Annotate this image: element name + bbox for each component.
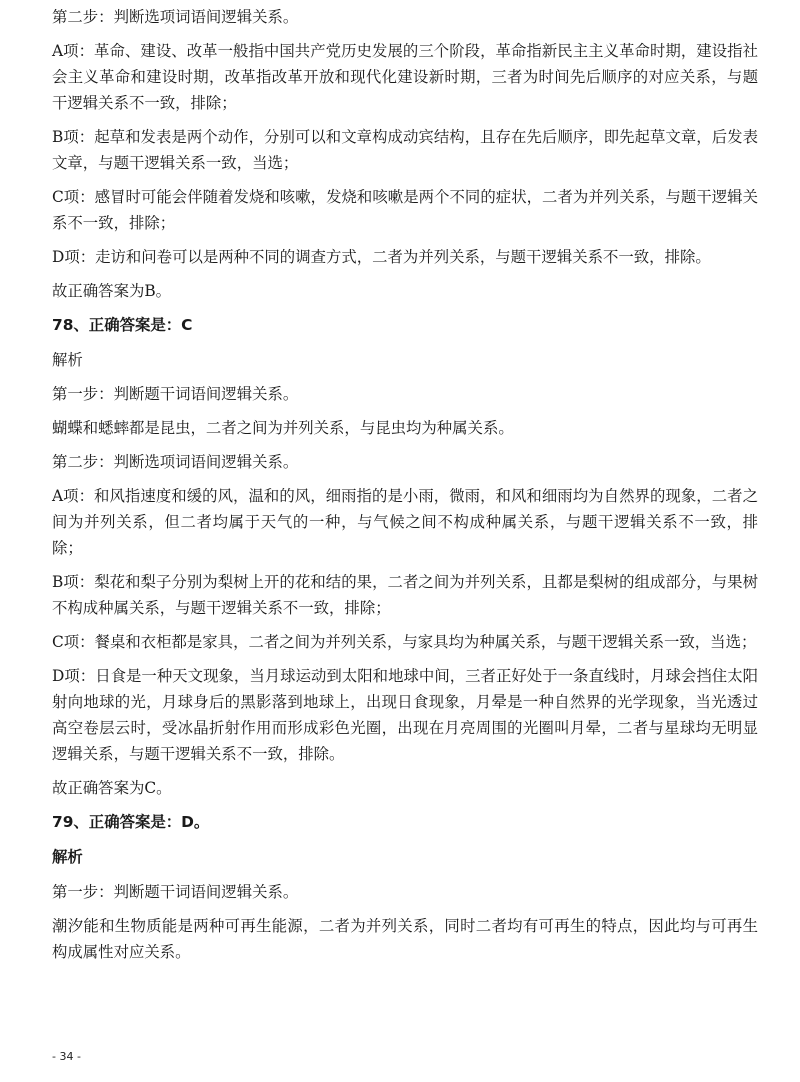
paragraph: D项：走访和问卷可以是两种不同的调查方式，二者为并列关系，与题干逻辑关系不一致，排除。 [52,248,711,266]
paragraph: B项：起草和发表是两个动作，分别可以和文章构成动宾结构，且存在先后顺序，即先起草文章，后发表文章，与题干逻辑关系一致，当选； [52,128,758,172]
document-page [52,4,758,973]
answer-heading: 78、正确答案是：C [52,316,193,334]
answer-heading: 79、正确答案是：D。 [52,813,210,831]
paragraph: 潮汐能和生物质能是两种可再生能源，二者为并列关系，同时二者均有可再生的特点，因此均与可再生构成属性对应关系。 [52,917,758,961]
paragraph: 第二步：判断选项词语间逻辑关系。 [52,453,299,471]
paragraph: A项：革命、建设、改革一般指中国共产党历史发展的三个阶段，革命指新民主主义革命时期，建设指社会主义革命和建设时期，改革指改革开放和现代化建设新时期，三者为时间先后顺序的对应关系，与题干逻辑关系不一致，排除； [52,42,758,112]
page-number: - 34 - [52,1050,81,1063]
paragraph: A项：和风指速度和缓的风，温和的风，细雨指的是小雨，微雨，和风和细雨均为自然界的现象，二者之间为并列关系，但二者均属于天气的一种，与气候之间不构成种属关系，与题干逻辑关系不一致，排除； [52,487,758,557]
paragraph: 故正确答案为C。 [52,779,172,797]
paragraph: 解析 [52,351,83,369]
paragraph: 第一步：判断题干词语间逻辑关系。 [52,883,299,901]
paragraph: 故正确答案为B。 [52,282,172,300]
paragraph: 第二步：判断选项词语间逻辑关系。 [52,8,299,26]
paragraph: 蝴蝶和蟋蟀都是昆虫，二者之间为并列关系，与昆虫均为种属关系。 [52,419,514,437]
analysis-label: 解析 [52,848,83,866]
paragraph: 第一步：判断题干词语间逻辑关系。 [52,385,299,403]
paragraph: D项：日食是一种天文现象，当月球运动到太阳和地球中间，三者正好处于一条直线时，月球会挡住太阳射向地球的光，月球身后的黑影落到地球上，出现日食现象，月晕是一种自然界的光学现象，当光透过高空卷层云时，受冰晶折射作用而形成彩色光圈，出现在月亮周围的光圈叫月晕，二者与星球均无明显逻辑关系，与题干逻辑关系不一致，排除。 [52,667,758,763]
paragraph: C项：餐桌和衣柜都是家具，二者之间为并列关系，与家具均为种属关系，与题干逻辑关系一致，当选； [52,633,757,651]
paragraph: B项：梨花和梨子分别为梨树上开的花和结的果，二者之间为并列关系，且都是梨树的组成部分，与果树不构成种属关系，与题干逻辑关系不一致，排除； [52,573,758,617]
paragraph: C项：感冒时可能会伴随着发烧和咳嗽，发烧和咳嗽是两个不同的症状，二者为并列关系，与题干逻辑关系不一致，排除； [52,188,758,232]
